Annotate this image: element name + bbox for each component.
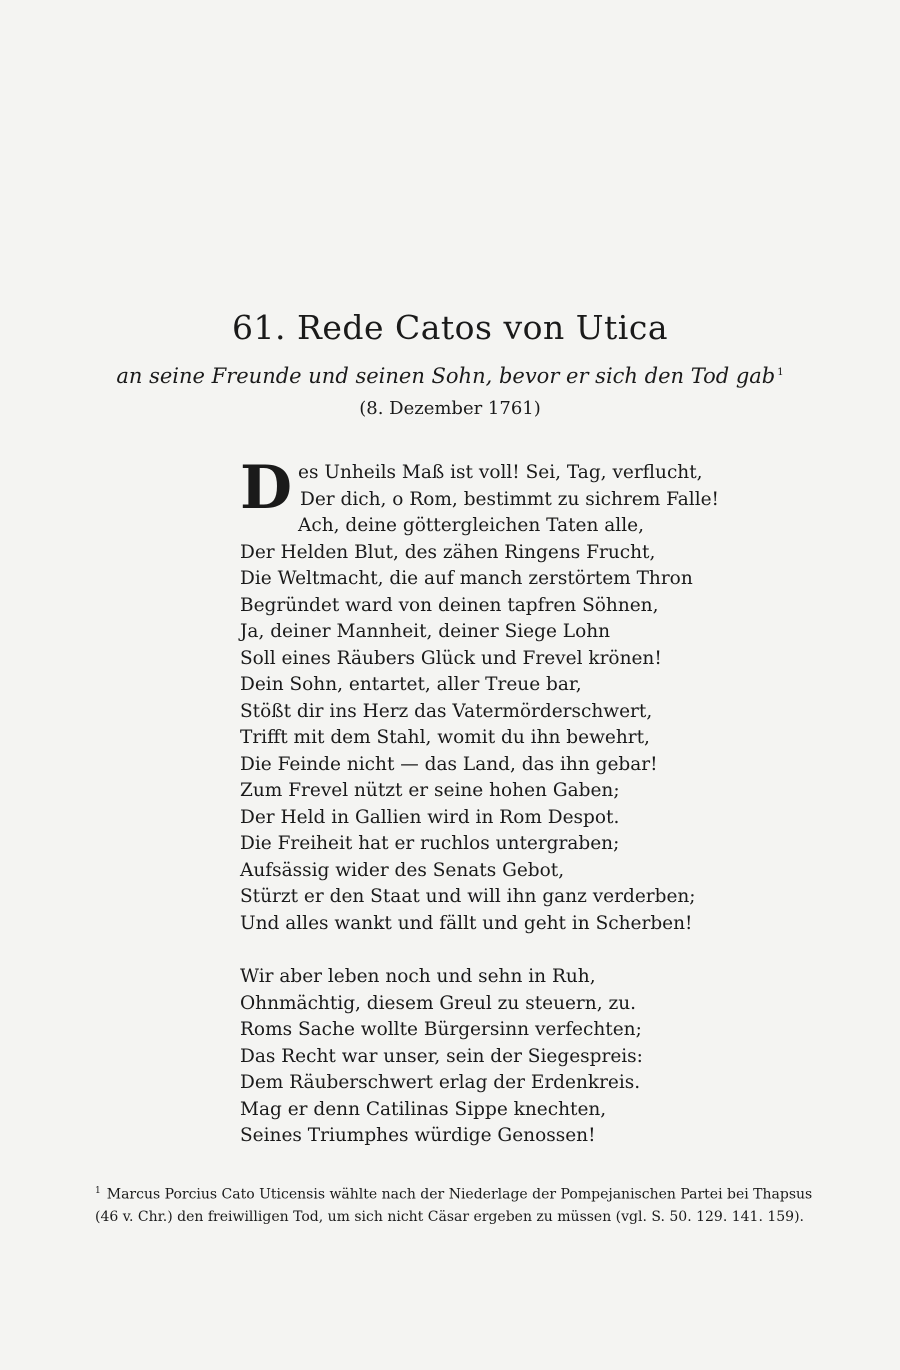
- poem-line: Begründet ward von deinen tapfren Söhnen,: [240, 594, 659, 616]
- footnote-text-1: Marcus Porcius Cato Uticensis wählte nach der Niederlage der Pompejanischen Partei bei Thapsus: [106, 1186, 813, 1203]
- poem-line: Roms Sache wollte Bürgersinn verfechten;: [240, 1019, 642, 1040]
- poem-line: Trifft mit dem Stahl, womit du ihn bewehrt,: [240, 727, 650, 748]
- poem-title-text: Rede Catos von Utica: [296, 308, 669, 347]
- poem-line: Die Freiheit hat er ruchlos untergraben;: [240, 833, 620, 854]
- footnote-reference: 1: [777, 367, 784, 378]
- poem-line: Ach, deine göttergleichen Taten alle,: [298, 515, 644, 536]
- poem-line: Soll eines Räubers Glück und Frevel krönen!: [240, 647, 662, 669]
- poem-line: Das Recht war unser, sein der Siegespreis:: [240, 1045, 643, 1067]
- poem-line: Dem Räuberschwert erlag der Erdenkreis.: [240, 1072, 641, 1093]
- first-line-text: es Unheils Maß ist voll! Sei, Tag, verflucht,: [298, 462, 703, 483]
- footnote: [95, 1180, 813, 1228]
- poem-line: Seines Triumphes würdige Genossen!: [240, 1125, 596, 1146]
- poem-line: Der Helden Blut, des zähen Ringens Frucht,: [240, 541, 656, 563]
- subtitle-text: an seine Freunde und seinen Sohn, bevor er sich den Tod gab: [116, 364, 776, 388]
- poem-title: [0, 308, 900, 347]
- poem-line: Stürzt er den Staat und will ihn ganz verderben;: [240, 886, 696, 907]
- poem-line: Stößt dir ins Herz das Vatermörderschwert,: [240, 700, 653, 722]
- poem-line: Mag er denn Catilinas Sippe knechten,: [240, 1098, 607, 1120]
- poem-subtitle: [0, 364, 900, 388]
- stanza-1: [240, 453, 719, 937]
- poem-line: Ja, deiner Mannheit, deiner Siege Lohn: [240, 621, 611, 642]
- poem-date: (8. Dezember 1761): [359, 398, 541, 419]
- poem-line: Die Weltmacht, die auf manch zerstörtem Thron: [240, 568, 693, 589]
- drop-cap: D: [240, 453, 293, 523]
- poem-number: 61.: [231, 308, 286, 347]
- poem-line: Ohnmächtig, diesem Greul zu steuern, zu.: [240, 992, 636, 1014]
- footnote-line-1: [95, 1180, 813, 1206]
- poem-line: Zum Frevel nützt er seine hohen Gaben;: [240, 780, 620, 801]
- poem-line: Der Held in Gallien wird in Rom Despot.: [240, 806, 620, 828]
- footnote-line-2: (46 v. Chr.) den freiwilligen Tod, um sich nicht Cäsar ergeben zu müssen (vgl. S. 50. 129. 141. 159).: [95, 1208, 804, 1225]
- poem-line: Aufsässig wider des Senats Gebot,: [240, 859, 565, 881]
- poem-line: Dein Sohn, entartet, aller Treue bar,: [240, 674, 582, 695]
- footnote-marker: 1: [95, 1186, 101, 1196]
- poem-line: Die Feinde nicht — das Land, das ihn gebar!: [240, 753, 658, 775]
- poem-line: Der dich, o Rom, bestimmt zu sichrem Falle!: [300, 488, 719, 510]
- poem-line: Wir aber leben noch und sehn in Ruh,: [240, 966, 596, 987]
- stanza-2: [240, 964, 680, 1150]
- poem-line: Und alles wankt und fällt und geht in Scherben!: [240, 912, 693, 934]
